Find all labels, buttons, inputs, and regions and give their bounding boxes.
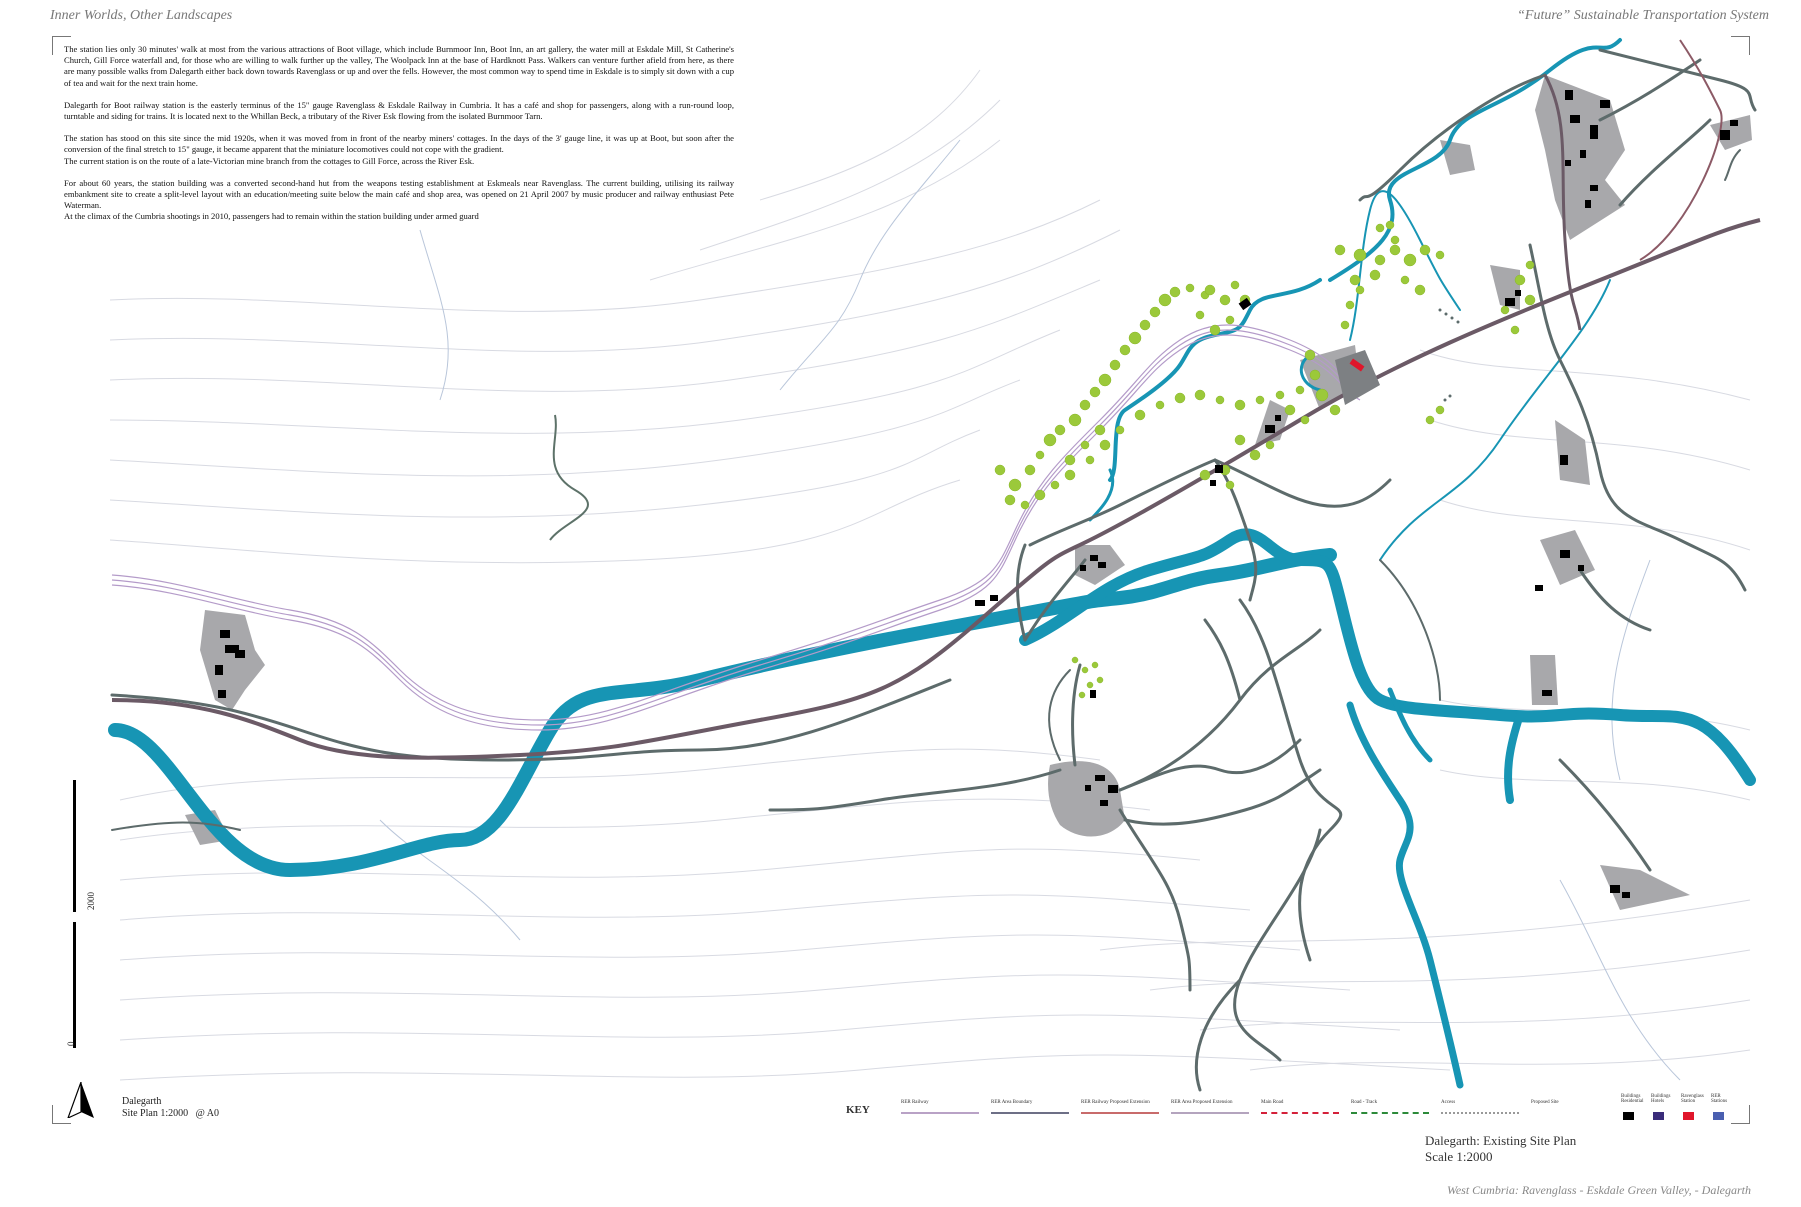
scale-bar-bottom-label: 0 xyxy=(66,1041,76,1046)
access-dots xyxy=(1439,309,1460,402)
key-swatch xyxy=(1623,1112,1634,1120)
key-item-line xyxy=(1081,1112,1159,1114)
key-item-label: RER Railway Proposed Extension xyxy=(1081,1100,1150,1105)
header-left-title: Inner Worlds, Other Landscapes xyxy=(50,8,233,23)
site-name: Dalegarth xyxy=(122,1096,162,1107)
scale-bar-gap xyxy=(73,912,76,922)
key-swatch-label: Buildings Hotels xyxy=(1651,1094,1671,1104)
key-item-label: RER Area Boundary xyxy=(991,1100,1033,1105)
scale-bar xyxy=(66,780,96,1048)
intro-paragraph: The station lies only 30 minutes' walk at most from the various attractions of Boot village, which include Burnmoor Inn, Boot Inn, an art gallery, the water mill at Eskdale Mill, St Catherine's Church, Gill Force waterfall and, for those who are willing to walk further up the valley, The Woolpack Inn at the base of Hardknott Pass. Walkers can venture further afield from here, as there are many possible walks from Dalegarth either back down towards Ravenglass or up and over the fells. However, the most common way to spend time in Eskdale is to simply sit down with a cup of tea and wait for the next train home. xyxy=(64,44,734,88)
woodland-trees xyxy=(995,221,1535,698)
site-plan-scale: Site Plan 1:2000 @ A0 xyxy=(122,1108,219,1119)
key-item-line xyxy=(1261,1112,1339,1114)
key-item-line xyxy=(991,1112,1069,1114)
key-swatch-label: RER Stations xyxy=(1711,1094,1728,1104)
key-title: KEY xyxy=(846,1104,870,1116)
key-swatch xyxy=(1713,1112,1724,1120)
key-item-label: Proposed Site xyxy=(1531,1100,1559,1105)
site-label-block xyxy=(122,1096,219,1120)
intro-paragraph: Dalegarth for Boot railway station is the easterly terminus of the 15" gauge Ravenglass & Eskdale Railway in Cumbria. It has a café and shop for passengers, along with a run-round loop, turntable and siding for trains. It is located next to the Whillan Beck, a tributary of the River Esk flowing from the isolated Burnmoor Tarn. xyxy=(64,99,734,122)
plan-title xyxy=(1425,1133,1576,1165)
intro-paragraph: The station has stood on this site since the mid 1920s, when it was moved from in front of the nearby miners' cottages. In the days of the 3' gauge line, it was up at Boot, but soon after the conversion of the final stretch to 15" gauge, it became apparent that the miniature locomotives could not cope with the gradient. The current station is on the route of a late-Victorian mine branch from the cottages to Gill Force, across the River Esk. xyxy=(64,133,734,166)
intro-text xyxy=(64,44,734,234)
header-right-title: “Future” Sustainable Transportation System xyxy=(1517,8,1769,23)
plan-title-name: Dalegarth: Existing Site Plan xyxy=(1425,1133,1577,1148)
plan-title-scale: Scale 1:2000 xyxy=(1425,1149,1493,1164)
key-item-line xyxy=(1171,1112,1249,1114)
key-swatch-label: Buildings Residential xyxy=(1621,1094,1644,1104)
key-item-line xyxy=(901,1112,979,1114)
beck-stream xyxy=(1350,191,1460,340)
river-branch-3 xyxy=(1390,690,1430,760)
key-item-line xyxy=(1441,1112,1519,1114)
key-swatch xyxy=(1683,1112,1694,1120)
key-item-label: Access xyxy=(1441,1100,1456,1105)
footer-title: West Cumbria: Ravenglass - Eskdale Green Valley, - Dalegarth xyxy=(1446,1183,1751,1197)
key-item-label: Road - Track xyxy=(1351,1100,1378,1105)
scale-bar-top-label: 2000 xyxy=(86,892,96,910)
intro-paragraph: For about 60 years, the station building was a converted second-hand hut from the weapons testing establishment at Eskmeals near Ravenglass. The current building, utilising its railway embankment site to create a split-level layout with an education/meeting suite below the main café and shop area, was opened on 21 April 2007 by music producer and railway enthusiast Pete Waterman. At the climax of the Cumbria shootings in 2010, passengers had to remain within the station building under armed guard xyxy=(64,177,734,222)
key-item-line xyxy=(1351,1112,1429,1114)
key-item-label: RER Railway xyxy=(901,1100,929,1105)
ridge-path xyxy=(550,415,588,540)
north-arrow-icon xyxy=(66,1082,96,1118)
river-branch-2 xyxy=(1508,715,1520,800)
map-key xyxy=(846,1094,1756,1130)
key-item-label: Main Road xyxy=(1261,1100,1284,1105)
key-swatch xyxy=(1653,1112,1664,1120)
river-esk-upper xyxy=(1025,534,1750,780)
key-item-label: RER Area Proposed Extension xyxy=(1171,1100,1233,1105)
key-swatch-label: Ravenglass Station xyxy=(1681,1094,1704,1104)
